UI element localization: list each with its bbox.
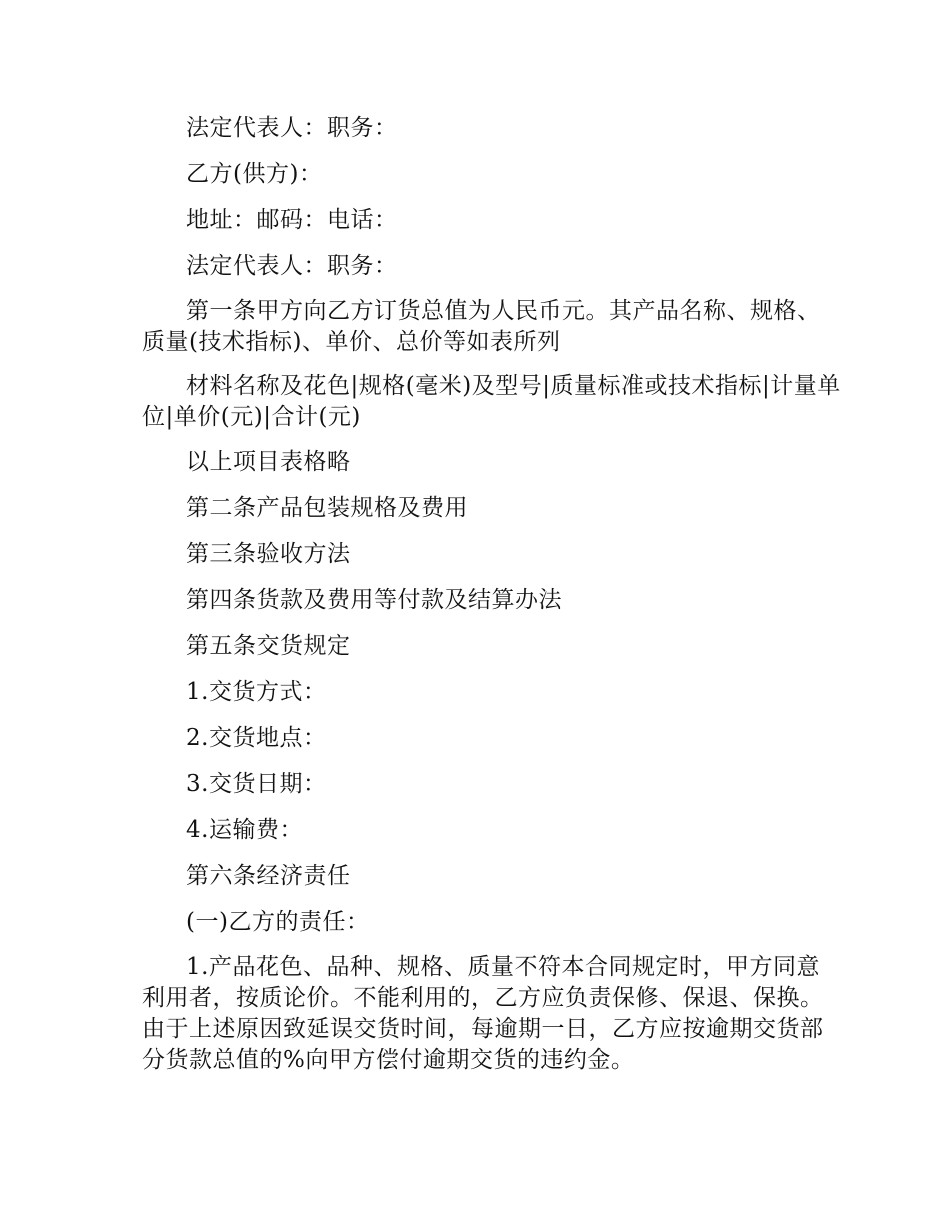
- article-3-heading: 第三条验收方法: [186, 541, 351, 567]
- responsibility-clause-1: 1.产品花色、品种、规格、质量不符本合同规定时，甲方同意利用者，按质论价。不能利用的，乙方应负责保修、保退、保换。由于上述原因致延误交货时间，每逾期一日，乙方应按逾期交货部分货款总值的%向甲方偿付逾期交货的违约金。: [142, 954, 824, 1073]
- article-5-heading: 第五条交货规定: [186, 633, 351, 659]
- article-1-paragraph: 第一条甲方向乙方订货总值为人民币元。其产品名称、规格、质量(技术指标)、单价、总价等如表所列: [142, 298, 821, 355]
- delivery-method-item: 1.交货方式：: [186, 679, 327, 705]
- address-line: 地址：邮码：电话：: [186, 207, 398, 233]
- document-body: [142, 112, 842, 1089]
- article-6-heading: 第六条经济责任: [186, 863, 351, 889]
- legal-rep-line-party-a: 法定代表人：职务：: [186, 115, 398, 141]
- delivery-location-item: 2.交货地点：: [186, 725, 327, 751]
- transport-fee-item: 4.运输费：: [186, 817, 303, 843]
- table-omitted-note: 以上项目表格略: [186, 449, 351, 475]
- legal-rep-line-party-b: 法定代表人：职务：: [186, 253, 398, 279]
- item-table-header-line: 材料名称及花色|规格(毫米)及型号|质量标准或技术指标|计量单位|单价(元)|合计(元): [142, 373, 841, 430]
- delivery-date-item: 3.交货日期：: [186, 771, 327, 797]
- article-2-heading: 第二条产品包装规格及费用: [186, 495, 468, 521]
- party-b-heading: 乙方(供方)：: [186, 161, 323, 187]
- article-4-heading: 第四条货款及费用等付款及结算办法: [186, 587, 562, 613]
- party-b-responsibility-heading: (一)乙方的责任：: [186, 909, 370, 935]
